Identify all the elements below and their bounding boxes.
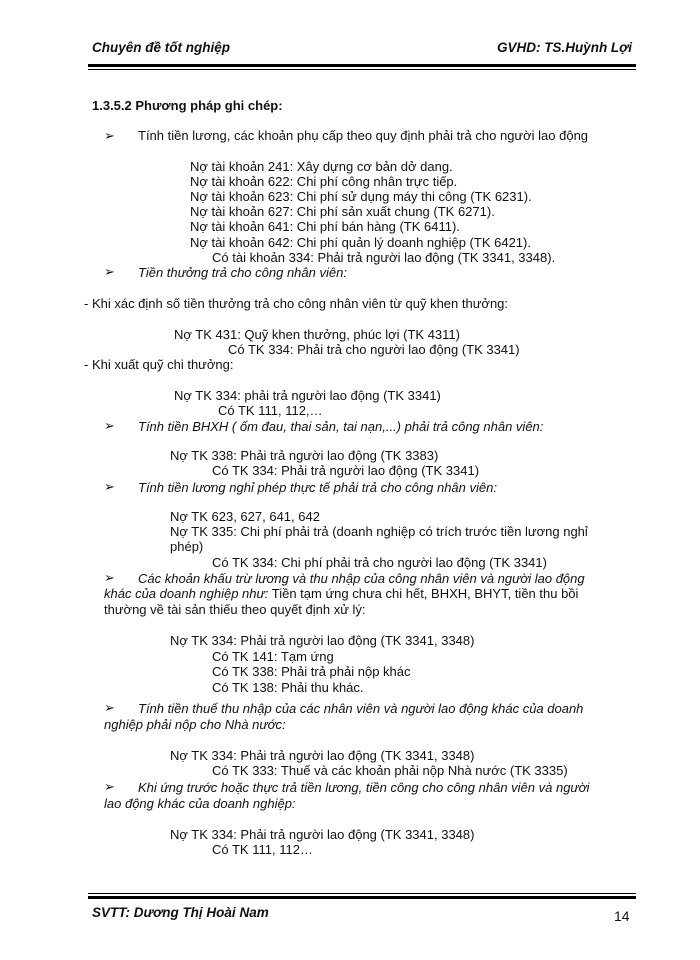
bullet-arrow-icon: ➢	[104, 779, 115, 794]
footer-rule-thin	[88, 893, 636, 894]
text-line: Có TK 334: Chi phí phải trả cho người lao động (TK 3341)	[212, 555, 547, 570]
bullet-arrow-icon: ➢	[104, 128, 115, 143]
bullet-arrow-icon: ➢	[104, 264, 115, 279]
header-rule-thick	[88, 64, 636, 67]
text-line: Có TK 111, 112…	[212, 842, 313, 857]
text-line: Nợ tài khoản 623: Chi phí sử dụng máy thi công (TK 6231).	[190, 189, 532, 204]
text-line: - Khi xác định số tiền thưởng trả cho công nhân viên từ quỹ khen thưởng:	[84, 296, 509, 311]
text-line: Khi ứng trước hoặc thực trả tiền lương, tiền công cho công nhân viên và người	[138, 780, 590, 795]
text-line: Tính tiền thuế thu nhập của các nhân viên và người lao động khác của doanh	[138, 701, 584, 716]
text-line: nghiệp phải nộp cho Nhà nước:	[104, 717, 286, 732]
text-line: thường về tài sản thiếu theo quyết định xử lý:	[104, 602, 366, 617]
text-line: Nợ TK 334: Phải trả người lao động (TK 3341, 3348)	[170, 633, 475, 648]
text-line: Có TK 141: Tạm ứng	[212, 649, 334, 664]
text-line: Nợ tài khoản 622: Chi phí công nhân trực tiếp.	[190, 174, 458, 189]
header-title: Chuyên đề tốt nghiệp	[92, 40, 230, 55]
text-line: Tính tiền lương, các khoản phụ cấp theo quy định phải trả cho người lao động	[138, 128, 589, 143]
text-line: Nợ TK 335: Chi phí phải trả (doanh nghiệp có trích trước tiền lương nghỉ	[170, 524, 588, 539]
text-line: Nợ tài khoản 642: Chi phí quản lý doanh nghiệp (TK 6421).	[190, 235, 531, 250]
text-line: lao động khác của doanh nghiệp:	[104, 796, 296, 811]
text-line: Nợ TK 334: Phải trả người lao động (TK 3341, 3348)	[170, 827, 475, 842]
text-line: Có TK 338: Phải trả phải nộp khác	[212, 664, 411, 679]
bullet-arrow-icon: ➢	[104, 418, 115, 433]
text-line: Nợ TK 334: Phải trả người lao động (TK 3341, 3348)	[170, 748, 475, 763]
footer-rule-thick	[88, 896, 636, 899]
text-line: Nợ tài khoản 627: Chi phí sản xuất chung (TK 6271).	[190, 204, 495, 219]
text-line: Có TK 334: Phải trả người lao động (TK 3341)	[212, 463, 480, 478]
text-line: - Khi xuất quỹ chi thưởng:	[84, 357, 234, 372]
text-line: Nợ TK 334: phải trả người lao động (TK 3341)	[174, 388, 441, 403]
text-line: Có tài khoản 334: Phải trả người lao động (TK 3341, 3348).	[212, 250, 556, 265]
page-number: 14	[614, 908, 630, 924]
text-line: Tính tiền BHXH ( ốm đau, thai sản, tai nạn,...) phải trả công nhân viên:	[138, 419, 544, 434]
text-line: Nợ tài khoản 241: Xây dựng cơ bản dở dang.	[190, 159, 453, 174]
text-span: Tiền tạm ứng chưa chi hết, BHXH, BHYT, tiền thu bồi	[268, 586, 579, 601]
text-line: Có TK 333: Thuế và các khoản phải nộp Nhà nước (TK 3335)	[212, 763, 568, 778]
text-span-italic: khác của doanh nghiệp như:	[104, 586, 269, 601]
text-line	[104, 586, 578, 601]
text-line: Có TK 334: Phải trả cho người lao động (TK 3341)	[228, 342, 520, 357]
text-line: phép)	[170, 539, 204, 554]
bullet-arrow-icon: ➢	[104, 570, 115, 585]
section-title: 1.3.5.2 Phương pháp ghi chép:	[92, 98, 283, 113]
text-line: Tiền thưởng trả cho công nhân viên:	[138, 265, 347, 280]
header-advisor: GVHD: TS.Huỳnh Lợi	[496, 40, 632, 55]
text-line: Nợ tài khoản 641: Chi phí bán hàng (TK 6411).	[190, 219, 460, 234]
bullet-arrow-icon: ➢	[104, 700, 115, 715]
text-line: Nợ TK 623, 627, 641, 642	[170, 509, 320, 524]
header-rule-thin	[88, 69, 636, 70]
text-line: Các khoản khấu trừ lương và thu nhập của công nhân viên và người lao động	[138, 571, 585, 586]
text-line: Nợ TK 338: Phải trả người lao động (TK 3383)	[170, 448, 439, 463]
page-header	[92, 40, 632, 60]
text-line: Nợ TK 431: Quỹ khen thưởng, phúc lợi (TK 4311)	[174, 327, 460, 342]
bullet-arrow-icon: ➢	[104, 479, 115, 494]
text-line: Có TK 138: Phải thu khác.	[212, 680, 364, 695]
text-line: Có TK 111, 112,…	[218, 403, 323, 418]
footer-author: SVTT: Dương Thị Hoài Nam	[92, 905, 269, 920]
text-line: Tính tiền lương nghỉ phép thực tế phải trả cho công nhân viên:	[138, 480, 497, 495]
